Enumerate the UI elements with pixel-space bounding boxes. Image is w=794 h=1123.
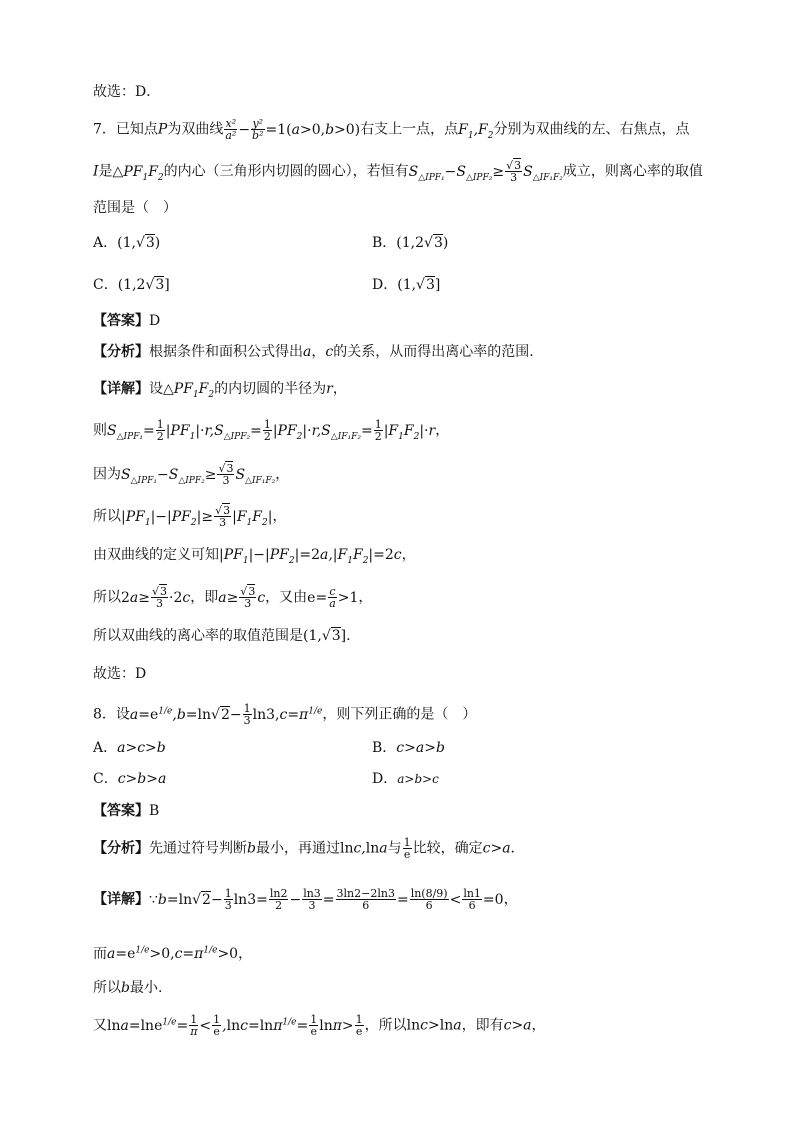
detail-8-line-4: 又lna=lne$^{1/e}$= $\frac{1}{\pi}$ < $\frac{1}{e}$ ,lnc=lnπ$^{1/e}$= $\frac{1}{e}$ lnπ> $\frac{1}{e}$ ，所以lnc>lna，即有c>a， [93,1013,546,1038]
math: $\frac{1}{e}$ [403,836,411,861]
detail-8-line-3 [93,978,714,998]
text: ，即有 [461,1017,504,1034]
text: ，则下列正确的是（ ） [322,706,477,723]
question-7-line-1 [93,118,714,141]
math-hyperbola: $\frac{\text{x²}}{\text{a²}}$ − $\frac{\text{y²}}{\text{b²}}$ =1(a>0,b>0) [225,117,361,142]
option-b [372,233,448,253]
text: 所以 [93,980,121,996]
math: c>a [503,1017,532,1034]
text: ，又由 [265,589,308,606]
answer-tag: 【答案】 [93,803,149,819]
detail-7-line-3: 因为$S_{\triangle IPF_1}-S_{\triangle IPF_2}\ge$ $\frac{√3}{3}$ $S_{\triangle IF_1F_2}$， [93,462,290,487]
text: 比较，确定 [412,840,483,857]
math: b [121,980,130,996]
text-line [93,82,714,102]
question-8-line-1 [93,703,714,726]
text: 8．设 [93,706,130,723]
option-label: B． [372,235,397,251]
option-d [372,769,439,789]
math: c>a [482,840,511,857]
math: (1,√3) [117,235,161,251]
analysis-tag: 【分析】 [93,344,149,360]
detail-7-line-5: 由双曲线的定义可知$|PF_1|-|PF_2|=2a,|F_1F_2|=2c$， [93,547,416,566]
math: a>c>b [117,740,166,756]
math: r [326,381,333,397]
question-7-line-3 [93,198,714,218]
analysis-7: 【分析】根据条件和面积公式得出a，c的关系，从而得出离心率的范围. [93,344,534,360]
math: b [247,840,256,857]
text-line [93,664,714,684]
analysis-8: 【分析】先通过符号判断b最小，再通过lnc,lna与 $\frac{1}{e}$ 比较，确定c>a. [93,836,515,861]
answer-8 [93,801,714,821]
option-b [372,738,445,758]
option-label: C． [93,277,118,293]
math: (1,2√3] [117,277,170,293]
math: lna=lne$^{1/e}$= $\frac{1}{\pi}$ < $\frac{1}{e}$ ,lnc=lnπ$^{1/e}$= $\frac{1}{e}$ lnπ> $\frac{1}{e}$ [107,1013,363,1038]
math: I [93,163,99,180]
math: lnc>lna [406,1017,462,1034]
math: (1,2√3) [396,235,449,251]
answer-tag: 【答案】 [93,313,149,329]
text: 最小，再通过 [255,840,340,857]
text: D [149,313,161,329]
math: $a=e^{1/e},b=\ln√2-$ $\frac{1}{3}$ $\ln 3,c=\pi^{1/e}$ [129,702,323,727]
analysis-tag: 【分析】 [93,840,149,857]
detail-7-line-1: 【详解】设$\triangle PF_1F_2$的内切圆的半径为r， [93,381,347,400]
option-label: A． [93,740,118,756]
text: 的内心（三角形内切圆的圆心），若恒有 [163,163,409,180]
detail-7-line-4: 所以$|PF_1|-|PF_2|\ge$ $\frac{√3}{3}$ $|F_1F_2|$， [93,504,287,529]
text: 所以 [93,589,121,606]
detail-8-line-1: 【详解】∵b=ln√2− $\frac{1}{3}$ ln3= $\frac{\ln 2}{2}$ − $\frac{\ln 3}{3}$ = $\frac{3\ln 2-2\ln 3}{6}$ = $\frac{\ln(8/9)}{6}$ < $\frac{\ln 1}{6}$ =0， [93,887,518,912]
text: B [149,803,160,819]
detail-7-line-7: 所以双曲线的离心率的取值范围是(1,√3]. [93,628,351,644]
option-label: D． [372,771,398,787]
math: a>b>c [397,772,439,786]
text: 所以 [93,508,121,525]
text: 的内切圆的半径为 [214,381,327,397]
math: $S_{\triangle IPF_1}-S_{\triangle IPF_2}\ge$ $\frac{√3}{3}$ $S_{\triangle IF_1F_2}$ [408,159,563,184]
math: $PF_1F_2$ [123,163,164,183]
math: a≥ $\frac{√3}{3}$ c [218,585,266,610]
math: P [157,121,168,138]
detail-7-line-2: 则$S_{\triangle IPF_1}=$ $\frac{1}{2}$ $|PF_1|\cdot r,S_{\triangle IPF_2}=$ $\frac{1}{2}$ $|PF_2|\cdot r,S_{\triangle IF_1F_2}=$ $\frac{1}{2}$ $|F_1F_2|\cdot r$， [93,418,450,443]
math: $|PF_1|-|PF_2|\ge$ $\frac{√3}{3}$ $|F_1F_2|$ [121,504,273,529]
math: e= $\frac{c}{a}$ >1 [307,585,359,610]
math: $F_1,F_2$ [458,121,494,141]
text: 与 [387,840,402,857]
math: $S_{\triangle IPF_1}-S_{\triangle IPF_2}\ge$ $\frac{√3}{3}$ $S_{\triangle IF_1F_2}$ [121,462,276,487]
detail-8-line-2: 而$a=e^{1/e}>0,c=\pi^{1/e}>0$， [93,945,253,962]
text: 先通过符号判断 [149,840,247,857]
math: (1,√3] [303,628,347,644]
text: 是△ [98,163,124,180]
math: $S_{\triangle IPF_1}=$ $\frac{1}{2}$ $|PF_1|\cdot r,S_{\triangle IPF_2}=$ $\frac{1}{2}$ $|PF_2|\cdot r,S_{\triangle IF_1F_2}=$ $\frac{1}{2}$ $|F_1F_2|\cdot r$ [107,418,436,443]
math: 2a≥ $\frac{√3}{3}$ ·2c [121,585,191,610]
text: 7．已知点 [93,121,158,138]
text: 故选：D [93,666,147,682]
detail-tag: 【详解】 [93,891,149,908]
math: (1,√3] [397,277,441,293]
text: 而 [93,946,107,962]
text: ，即 [190,589,219,606]
text: 根据条件和面积公式得出 [149,344,303,360]
text: 又 [93,1017,107,1034]
option-d [372,275,440,295]
question-7-line-2 [93,160,714,183]
math: lnc,lna [339,840,388,857]
detail-7-line-6: 所以2a≥ $\frac{√3}{3}$ ·2c，即a≥ $\frac{√3}{3}$ c，又由e= $\frac{c}{a}$ >1， [93,585,373,610]
option-label: C． [93,771,118,787]
text: 右支上一点，点 [360,121,459,138]
text: 设△ [149,381,174,397]
option-label: A． [93,235,118,251]
detail-tag: 【详解】 [93,381,149,397]
math: $PF_1F_2$ [173,381,215,400]
option-label: D． [372,277,398,293]
text: 成立，则离心率的取值 [562,163,703,180]
option-label: B． [372,740,397,756]
text: 最小. [129,980,163,996]
math: c>a>b [396,740,445,756]
math: a [303,344,312,360]
math: c>b>a [117,771,167,787]
text: 范围是（ ） [93,200,177,216]
text: 故选：D． [93,84,161,100]
text: 的关系，从而得出离心率的范围. [333,344,534,360]
math: c [325,344,334,360]
text: 分别为双曲线的左、右焦点，点 [493,121,690,138]
text: 所以双曲线的离心率的取值范围是 [93,628,303,644]
text: 由双曲线的定义可知 [93,547,219,563]
math: $|PF_1|-|PF_2|=2a,|F_1F_2|=2c$ [219,547,402,566]
math: ∵b=ln√2− $\frac{1}{3}$ ln3= $\frac{\ln 2}{2}$ − $\frac{\ln 3}{3}$ = $\frac{3\ln 2-2\ln 3}{6}$ = $\frac{\ln(8/9)}{6}$ < $\frac{\ln 1}{6}$ =0 [149,887,504,912]
text: 为双曲线 [167,121,224,138]
text: 则 [93,422,107,439]
math: $a=e^{1/e}>0,c=\pi^{1/e}>0$ [107,945,239,962]
answer-7 [93,311,714,331]
text: 因为 [93,466,121,483]
text: ，所以 [364,1017,407,1034]
